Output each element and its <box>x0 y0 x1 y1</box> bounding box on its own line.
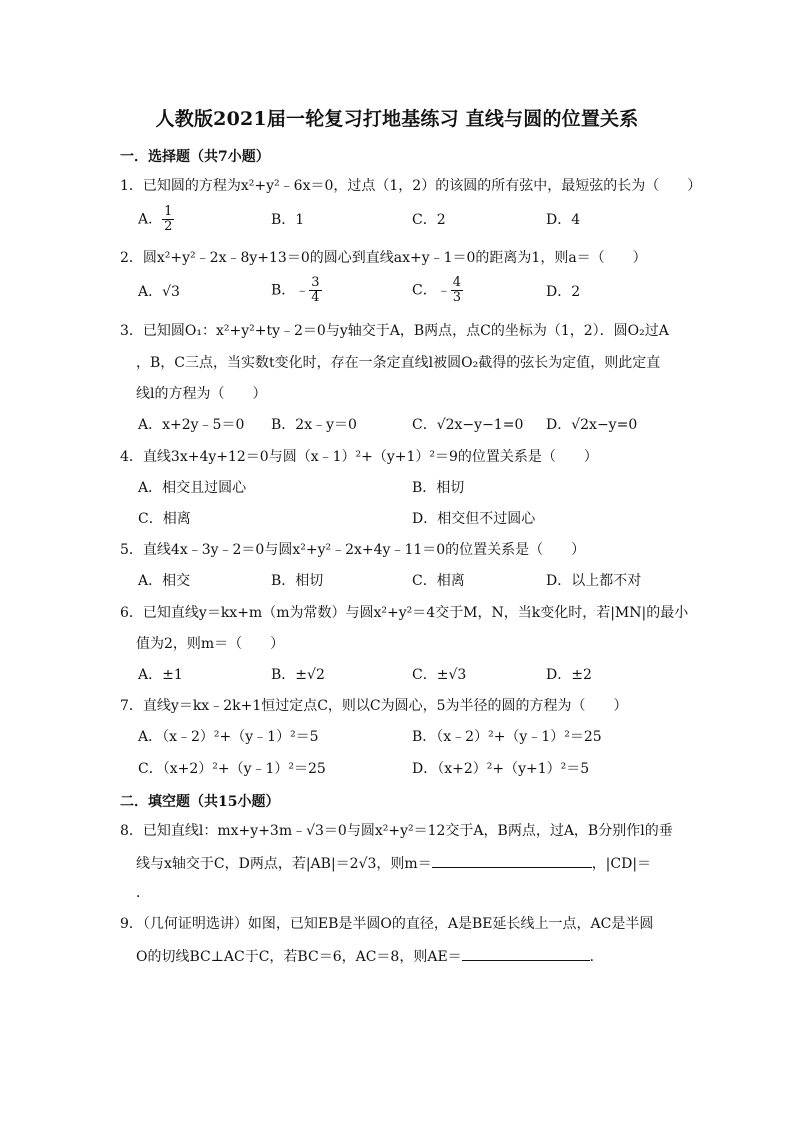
question-2-option-d: D．2 <box>546 284 581 300</box>
question-3-line-2: ，B，C三点，当实数t变化时，存在一条定直线l被圆O₂截得的弦长为定值，则此定直 <box>136 355 661 371</box>
question-7-stem: 7．直线y＝kx﹣2k+1恒过定点C，则以C为圆心，5为半径的圆的方程为（ ） <box>120 698 628 714</box>
section-heading-choice: 一．选择题（共7小题） <box>120 149 270 165</box>
question-1-option-c: C．2 <box>412 212 446 228</box>
section-heading-fill: 二．填空题（共15小题） <box>120 794 280 810</box>
question-4-option-c: C．相离 <box>138 511 191 527</box>
question-4-option-b: B．相切 <box>412 480 465 496</box>
question-5-option-c: C．相离 <box>412 573 465 589</box>
question-6-line-2: 值为2，则m＝（ ） <box>136 636 285 652</box>
answer-blank[interactable] <box>462 946 590 961</box>
question-2-option-a: A．√3 <box>138 284 180 300</box>
question-4-option-a: A．相交且过圆心 <box>138 480 247 496</box>
question-9-line-2: O的切线BC⊥AC于C，若BC＝6，AC＝8，则AE＝ ． <box>136 946 696 966</box>
fraction: $\frac{1}{2}$ <box>164 204 173 234</box>
question-3-option-a: A．x+2y﹣5＝0 <box>138 417 245 433</box>
question-3-line-1: 3．已知圆O₁：x²+y²+ty﹣2＝0与y轴交于A，B两点，点C的坐标为（1，2）．圆O₂过A <box>120 323 669 339</box>
question-4-option-d: D．相交但不过圆心 <box>412 511 536 527</box>
question-2-stem: 2．圆x²+y²﹣2x﹣8y+13＝0的圆心到直线ax+y﹣1＝0的距离为1，则a＝（ ） <box>120 250 647 266</box>
question-7-option-d: D．（x+2）²+（y+1）²＝5 <box>412 761 590 777</box>
question-4-stem: 4．直线3x+4y+12＝0与圆（x﹣1）²+（y+1）²＝9的位置关系是（ ） <box>120 449 598 465</box>
question-1-option-a: A． $\frac{1}{2}$ <box>138 204 173 234</box>
question-6-option-a: A．±1 <box>138 667 183 683</box>
question-1-stem: 1．已知圆的方程为x²+y²﹣6x＝0，过点（1，2）的该圆的所有弦中，最短弦的长为（ ） <box>120 178 702 194</box>
question-3-option-c: C．√2x−y−1=0 <box>412 417 524 433</box>
question-2-option-c: C．﹣ $\frac{4}{3}$ <box>412 275 461 305</box>
fraction: $\frac{3}{4}$ <box>311 275 320 305</box>
question-5-option-d: D．以上都不对 <box>546 573 642 589</box>
page-title: 人教版2021届一轮复习打地基练习 直线与圆的位置关系 <box>155 108 639 130</box>
question-1-option-b: B．1 <box>271 212 305 228</box>
question-8-line-1: 8．已知直线l：mx+y+3m﹣√3＝0与圆x²+y²＝12交于A，B两点，过A，B分别作l的垂 <box>120 823 673 839</box>
question-3-option-b: B．2x﹣y＝0 <box>271 417 357 433</box>
question-3-option-d: D．√2x−y=0 <box>546 417 638 433</box>
question-5-option-a: A．相交 <box>138 573 191 589</box>
question-3-line-3: 线l的方程为（ ） <box>136 386 267 402</box>
question-8-line-3: ． <box>136 885 150 901</box>
question-6-line-1: 6．已知直线y＝kx+m（m为常数）与圆x²+y²＝4交于M，N，当k变化时，若|MN|的最小 <box>120 605 689 621</box>
question-7-option-a: A．（x﹣2）²+（y﹣1）²＝5 <box>138 729 319 745</box>
question-5-option-b: B．相切 <box>271 573 324 589</box>
question-6-option-b: B．±√2 <box>271 667 325 683</box>
question-7-option-b: B．（x﹣2）²+（y﹣1）²＝25 <box>412 729 602 745</box>
question-7-option-c: C．（x+2）²+（y﹣1）²＝25 <box>138 761 326 777</box>
question-8-line-2: 线与x轴交于C，D两点，若|AB|＝2√3，则m＝ ，|CD|＝ <box>136 853 696 873</box>
question-6-option-c: C．±√3 <box>412 667 467 683</box>
fraction: $\frac{4}{3}$ <box>452 275 461 305</box>
question-6-option-d: D．±2 <box>546 667 592 683</box>
question-2-option-b: B．﹣ $\frac{3}{4}$ <box>271 275 320 305</box>
question-9-line-1: 9．（几何证明选讲）如图，已知EB是半圆O的直径，A是BE延长线上一点，AC是半圆 <box>120 916 654 932</box>
answer-blank[interactable] <box>432 853 592 868</box>
question-5-stem: 5．直线4x﹣3y﹣2＝0与圆x²+y²﹣2x+4y﹣11＝0的位置关系是（ ） <box>120 542 586 558</box>
question-1-option-d: D．4 <box>546 212 581 228</box>
